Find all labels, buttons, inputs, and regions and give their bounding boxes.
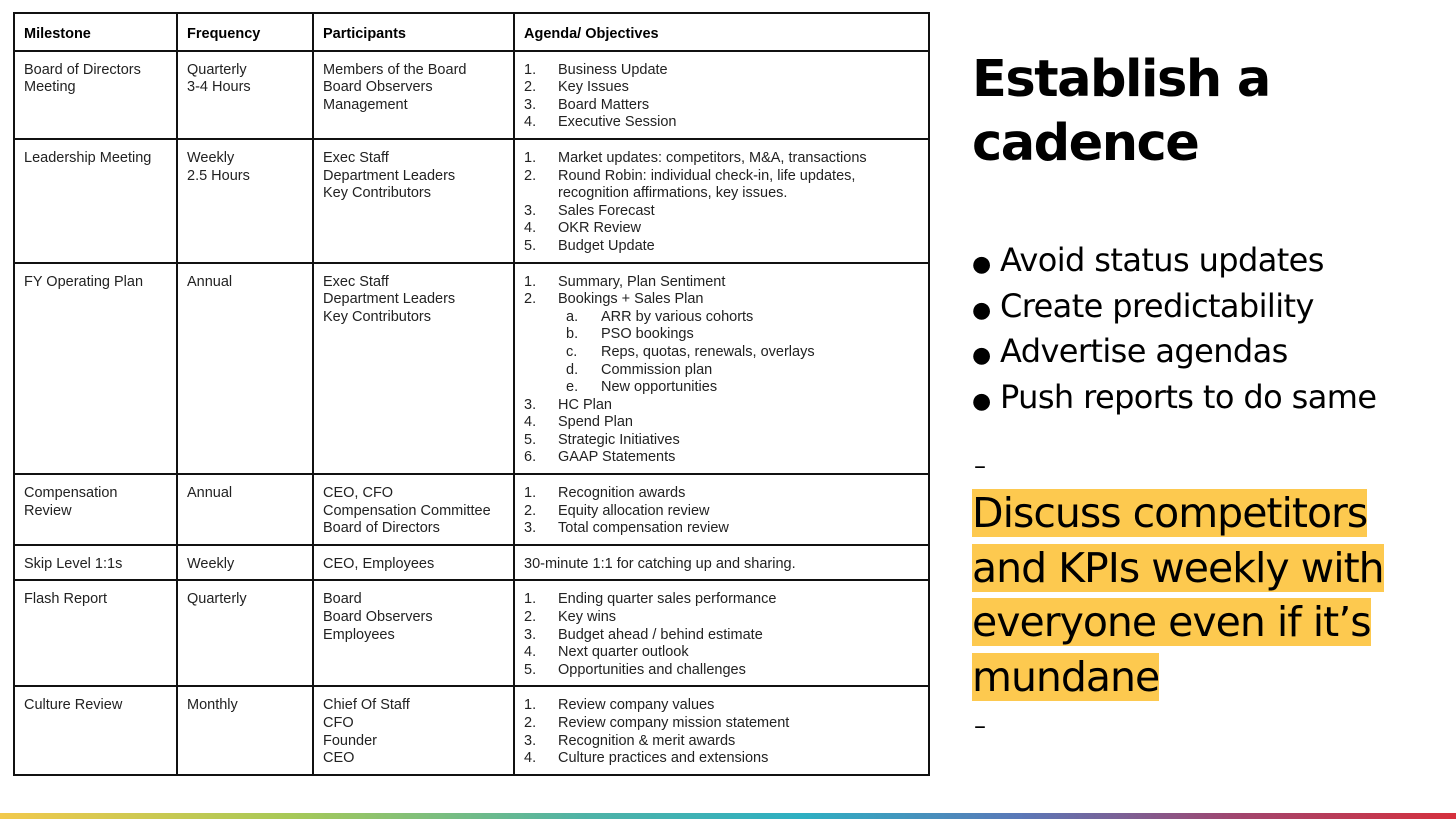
agenda-sublist	[566, 309, 919, 397]
cell-line: Board of Directors	[24, 61, 141, 78]
agenda-item-text: Spend Plan	[558, 414, 633, 431]
bullet-icon: ●	[972, 388, 991, 414]
agenda-item-text: Next quarter outlook	[558, 644, 689, 661]
cell-line: Chief Of Staff	[323, 697, 410, 714]
agenda-text: 30-minute 1:1 for catching up and sharing.	[524, 555, 796, 572]
agenda-cell	[514, 686, 929, 774]
frequency-cell	[177, 545, 313, 581]
frequency-cell	[177, 139, 313, 263]
agenda-list	[524, 591, 919, 679]
agenda-item-body	[558, 485, 919, 503]
agenda-item	[524, 609, 919, 627]
table-row	[14, 686, 929, 774]
agenda-subnumber: c.	[566, 343, 578, 360]
agenda-item	[524, 432, 919, 450]
cell-line: Key Contributors	[323, 185, 431, 202]
table-header-row	[14, 13, 929, 51]
highlight-text: Discuss competitors and KPIs weekly with everyone even if it’s mundane	[972, 489, 1384, 701]
agenda-subitem-text: PSO bookings	[601, 326, 694, 343]
bullet-item	[972, 286, 1376, 332]
agenda-item-text: Summary, Plan Sentiment	[558, 273, 726, 290]
agenda-number: 3.	[524, 396, 537, 413]
agenda-number: 3.	[524, 202, 537, 219]
agenda-list	[524, 485, 919, 538]
agenda-item-text: Sales Forecast	[558, 202, 655, 219]
agenda-number: 1.	[524, 697, 537, 714]
agenda-item	[524, 733, 919, 751]
participants-cell	[313, 263, 514, 475]
agenda-item	[524, 591, 919, 609]
agenda-subitem-text: Reps, quotas, renewals, overlays	[601, 343, 815, 360]
cadence-table	[13, 12, 930, 776]
agenda-item-text: GAAP Statements	[558, 449, 676, 466]
agenda-item	[524, 697, 919, 715]
agenda-item-text: Strategic Initiatives	[558, 431, 680, 448]
cell-line: Key Contributors	[323, 308, 431, 325]
bullet-text: Push reports to do same	[1000, 377, 1377, 416]
cell-line: Board Observers	[323, 609, 433, 626]
agenda-cell	[514, 139, 929, 263]
agenda-number: 1.	[524, 591, 537, 608]
cell-line: Annual	[187, 485, 233, 502]
agenda-cell	[514, 545, 929, 581]
cell-line: Annual	[187, 273, 233, 290]
milestone-cell	[14, 686, 177, 774]
agenda-item-text: Recognition awards	[558, 485, 686, 502]
milestone-cell	[14, 139, 177, 263]
agenda-item-text: Business Update	[558, 61, 668, 78]
agenda-item-body	[558, 238, 919, 256]
agenda-number: 3.	[524, 732, 537, 749]
agenda-item-body	[558, 291, 919, 397]
agenda-item-body	[558, 274, 919, 292]
agenda-subitem	[566, 326, 919, 344]
cell-line: FY Operating Plan	[24, 273, 144, 290]
agenda-cell	[514, 474, 929, 545]
cell-line: Department Leaders	[323, 167, 456, 184]
participants-cell	[313, 545, 514, 581]
agenda-item-body	[558, 168, 919, 203]
cell-line: Monthly	[187, 697, 238, 714]
agenda-list	[524, 62, 919, 132]
agenda-number: 2.	[524, 79, 537, 96]
agenda-item	[524, 485, 919, 503]
agenda-subnumber: d.	[566, 361, 579, 378]
agenda-item-text: Executive Session	[558, 114, 677, 131]
agenda-number: 1.	[524, 485, 537, 502]
agenda-item-text: Key wins	[558, 609, 617, 626]
cell-line: 2.5 Hours	[187, 167, 250, 184]
participants-cell	[313, 139, 514, 263]
table-row	[14, 263, 929, 475]
cell-line: Board of Directors	[323, 520, 440, 537]
agenda-item-text: Market updates: competitors, M&A, transactions	[558, 149, 867, 166]
agenda-number: 2.	[524, 167, 537, 184]
agenda-number: 1.	[524, 61, 537, 78]
agenda-subitem-text: New opportunities	[601, 379, 718, 396]
agenda-item-body	[558, 449, 919, 467]
table-row	[14, 139, 929, 263]
agenda-item-body	[558, 697, 919, 715]
agenda-subitem	[566, 309, 919, 327]
agenda-number: 3.	[524, 520, 537, 537]
milestone-cell	[14, 51, 177, 139]
cell-line: Review	[24, 502, 72, 519]
agenda-item	[524, 503, 919, 521]
agenda-subitem	[566, 344, 919, 362]
highlighted-statement	[972, 486, 1412, 704]
milestone-cell	[14, 580, 177, 686]
agenda-item-body	[558, 150, 919, 168]
agenda-number: 3.	[524, 626, 537, 643]
agenda-number: 6.	[524, 449, 537, 466]
agenda-number: 2.	[524, 502, 537, 519]
cell-line: Leadership Meeting	[24, 149, 152, 166]
cell-line: Quarterly	[187, 591, 247, 608]
agenda-item-body	[558, 62, 919, 80]
frequency-cell	[177, 263, 313, 475]
agenda-item-body	[558, 715, 919, 733]
participants-cell	[313, 686, 514, 774]
bullet-item	[972, 377, 1376, 423]
agenda-item-body	[558, 79, 919, 97]
agenda-item	[524, 644, 919, 662]
agenda-item-text: Culture practices and extensions	[558, 750, 769, 767]
cell-line: Meeting	[24, 79, 76, 96]
agenda-item-text: HC Plan	[558, 396, 612, 413]
agenda-subnumber: e.	[566, 379, 579, 396]
agenda-number: 4.	[524, 220, 537, 237]
agenda-item	[524, 238, 919, 256]
agenda-item	[524, 520, 919, 538]
frequency-cell	[177, 686, 313, 774]
agenda-item-body	[558, 591, 919, 609]
cell-line: Members of the Board	[323, 61, 467, 78]
cell-line: Board	[323, 591, 362, 608]
agenda-item	[524, 79, 919, 97]
agenda-item	[524, 662, 919, 680]
agenda-list	[524, 274, 919, 468]
agenda-number: 4.	[524, 414, 537, 431]
agenda-number: 4.	[524, 750, 537, 767]
agenda-item-text: Key Issues	[558, 79, 629, 96]
bullet-text: Avoid status updates	[1000, 241, 1324, 279]
agenda-item	[524, 203, 919, 221]
cell-line: Employees	[323, 626, 395, 643]
agenda-number: 3.	[524, 96, 537, 113]
agenda-item	[524, 150, 919, 168]
bullet-text: Advertise agendas	[1000, 332, 1288, 370]
agenda-item	[524, 114, 919, 132]
participants-cell	[313, 580, 514, 686]
bullet-item	[972, 331, 1376, 377]
cell-line: CEO, CFO	[323, 485, 394, 502]
agenda-item	[524, 220, 919, 238]
agenda-item-body	[558, 609, 919, 627]
agenda-item-body	[558, 414, 919, 432]
agenda-item	[524, 274, 919, 292]
agenda-number: 5.	[524, 661, 537, 678]
cell-line: Compensation	[24, 485, 118, 502]
agenda-number: 2.	[524, 715, 537, 731]
agenda-item-body	[558, 397, 919, 415]
agenda-item-body	[558, 114, 919, 132]
agenda-item	[524, 291, 919, 397]
agenda-item-text: OKR Review	[558, 220, 641, 237]
agenda-item-text: Bookings + Sales Plan	[558, 291, 704, 308]
agenda-item	[524, 627, 919, 645]
agenda-item-body	[558, 750, 919, 768]
agenda-number: 1.	[524, 273, 537, 290]
bullet-item	[972, 240, 1376, 286]
cell-line: Weekly	[187, 149, 235, 166]
agenda-list	[524, 150, 919, 256]
agenda-subitem	[566, 379, 919, 397]
cell-line: Board Observers	[323, 79, 433, 96]
agenda-item-text: Budget Update	[558, 237, 655, 254]
agenda-item-body	[558, 203, 919, 221]
agenda-subitem	[566, 362, 919, 380]
agenda-item	[524, 397, 919, 415]
agenda-subitem-text: Commission plan	[601, 361, 713, 378]
agenda-item	[524, 414, 919, 432]
agenda-number: 5.	[524, 237, 537, 254]
table-row	[14, 51, 929, 139]
agenda-item	[524, 715, 919, 733]
agenda-item-text: Opportunities and challenges	[558, 661, 746, 678]
column-header: Participants	[313, 13, 514, 51]
cell-line: Exec Staff	[323, 273, 389, 290]
participants-cell	[313, 51, 514, 139]
cell-line: Quarterly	[187, 61, 247, 78]
cell-line: Skip Level 1:1s	[24, 555, 123, 572]
agenda-item-body	[558, 503, 919, 521]
agenda-item-body	[558, 220, 919, 238]
milestone-cell	[14, 545, 177, 581]
agenda-subitem-text: ARR by various cohorts	[601, 308, 754, 325]
agenda-item-text: Review company mission statement	[558, 715, 790, 731]
bullet-icon: ●	[972, 297, 991, 323]
column-header: Frequency	[177, 13, 313, 51]
participants-cell	[313, 474, 514, 545]
cell-line: Department Leaders	[323, 291, 456, 308]
agenda-subnumber: b.	[566, 326, 579, 343]
agenda-number: 4.	[524, 114, 537, 131]
agenda-item-text: Equity allocation review	[558, 502, 710, 519]
agenda-number: 5.	[524, 431, 537, 448]
agenda-item-body	[558, 662, 919, 680]
agenda-item	[524, 97, 919, 115]
agenda-item-text: Budget ahead / behind estimate	[558, 626, 763, 643]
slide-title: Establish a cadence	[972, 50, 1270, 173]
gradient-footer-bar	[0, 813, 1456, 819]
agenda-item-body	[558, 627, 919, 645]
milestone-cell	[14, 263, 177, 475]
table-row	[14, 545, 929, 581]
bullet-text: Create predictability	[1000, 286, 1314, 325]
agenda-item-text: Board Matters	[558, 96, 650, 113]
cell-line: Flash Report	[24, 591, 108, 608]
cell-line: Exec Staff	[323, 149, 389, 166]
table-row	[14, 474, 929, 545]
frequency-cell	[177, 474, 313, 545]
agenda-item	[524, 62, 919, 80]
cell-line: Compensation Committee	[323, 502, 491, 519]
frequency-cell	[177, 580, 313, 686]
agenda-item	[524, 750, 919, 768]
frequency-cell	[177, 51, 313, 139]
bullet-icon: ●	[972, 252, 991, 277]
dash-separator: –	[974, 452, 986, 480]
bullet-icon: ●	[972, 343, 991, 368]
cell-line: Culture Review	[24, 697, 123, 714]
agenda-item	[524, 168, 919, 203]
dash-separator: –	[974, 712, 986, 740]
column-header: Agenda/ Objectives	[514, 13, 929, 51]
agenda-number: 2.	[524, 609, 537, 626]
cell-line: CEO	[323, 750, 355, 767]
agenda-item	[524, 449, 919, 467]
cell-line: CEO, Employees	[323, 555, 435, 572]
agenda-number: 1.	[524, 149, 537, 166]
agenda-cell	[514, 580, 929, 686]
bullet-list	[972, 240, 1376, 422]
cell-line: Weekly	[187, 555, 235, 572]
agenda-cell	[514, 51, 929, 139]
agenda-item-body	[558, 644, 919, 662]
cell-line: Founder	[323, 732, 378, 749]
milestone-cell	[14, 474, 177, 545]
agenda-list	[524, 697, 919, 767]
cell-line: Management	[323, 96, 408, 113]
agenda-cell	[514, 263, 929, 475]
agenda-number: 4.	[524, 644, 537, 661]
agenda-item-text: Recognition & merit awards	[558, 732, 736, 749]
agenda-item-body	[558, 432, 919, 450]
agenda-item-body	[558, 97, 919, 115]
agenda-item-text: Total compensation review	[558, 520, 729, 537]
agenda-subnumber: a.	[566, 308, 579, 325]
agenda-item-text: Ending quarter sales performance	[558, 591, 777, 608]
agenda-item-text: Round Robin: individual check-in, life updates, recognition affirmations, key issues.	[558, 167, 856, 202]
column-header: Milestone	[14, 13, 177, 51]
agenda-number: 2.	[524, 291, 537, 308]
agenda-item-text: Review company values	[558, 697, 715, 714]
cell-line: CFO	[323, 715, 354, 731]
agenda-item-body	[558, 520, 919, 538]
table-row	[14, 580, 929, 686]
cell-line: 3-4 Hours	[187, 79, 251, 96]
agenda-item-body	[558, 733, 919, 751]
